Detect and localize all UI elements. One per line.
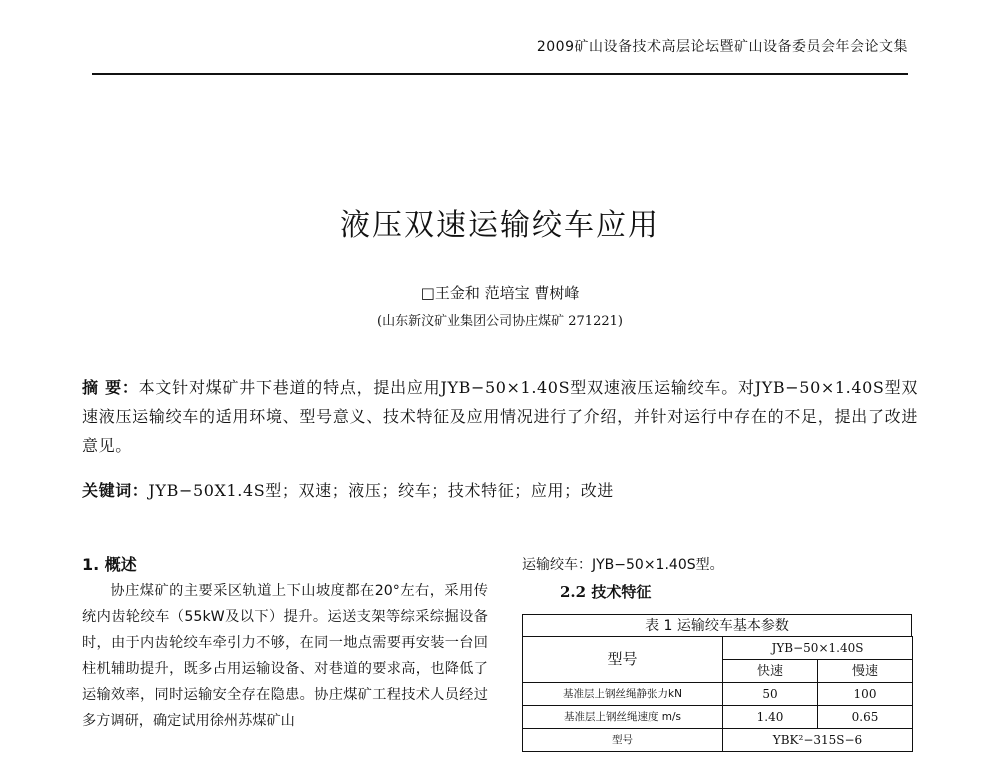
model-line: 运输绞车：JYB−50×1.40S型。 [522,557,724,573]
subsection-heading: 2.2 技术特征 [560,583,652,601]
row-fast-cell: 50 [723,683,818,706]
right-column [522,552,922,606]
section-paragraph: 协庄煤矿的主要采区轨道上下山坡度都在20°左右，采用传统内齿轮绞车（55kW及以下）提升。运送支架等综采综掘设备时，由于内齿轮绞车牵引力不够，在同一地点需要再安装一台回柱机辅助提升，既多占用运输设备、对巷道的要求高，也降低了运输效率，同时运输安全存在隐患。协庄煤矿工程技术人员经过多方调研，确定试用徐州苏煤矿山 [82,583,488,729]
section-heading: 1. 概述 [82,555,137,574]
paper-title: 液压双速运输绞车应用 [340,208,660,243]
header-rule [92,73,908,75]
motor-value-cell: YBK²−315S−6 [723,729,913,752]
affiliation: (山东新汶矿业集团公司协庄煤矿 271221) [377,314,623,329]
parameters-table [522,636,913,752]
model-value-cell: JYB−50×1.40S [723,637,913,660]
model-header-cell: 型号 [523,637,723,683]
table-caption: 表 1 运输绞车基本参数 [522,614,912,637]
row-label-cell: 基准层上钢丝绳速度 m/s [523,706,723,729]
running-header: 2009矿山设备技术高层论坛暨矿山设备委员会年会论文集 [536,39,908,55]
motor-label-cell: 型号 [523,729,723,752]
keywords-label: 关键词： [82,481,149,500]
table-row [523,637,913,660]
table-row [523,729,913,752]
speed-slow-cell: 慢速 [818,660,913,683]
table-row [523,706,913,729]
abstract-text: 本文针对煤矿井下巷道的特点，提出应用JYB−50×1.40S型双速液压运输绞车。对JYB−50×1.40S型双速液压运输绞车的适用环境、型号意义、技术特征及应用情况进行了介绍，并针对运行中存在的不足，提出了改进意见。 [82,378,918,455]
keywords [82,478,918,501]
abstract [82,373,918,460]
keywords-text: JYB−50X1.4S型；双速；液压；绞车；技术特征；应用；改进 [148,481,614,500]
row-fast-cell: 1.40 [723,706,818,729]
table-row [523,683,913,706]
abstract-label: 摘 要： [82,378,139,397]
left-column [82,552,488,734]
authors: □王金和 范培宝 曹树峰 [420,284,580,302]
row-slow-cell: 100 [818,683,913,706]
speed-fast-cell: 快速 [723,660,818,683]
row-slow-cell: 0.65 [818,706,913,729]
row-label-cell: 基准层上钢丝绳静张力kN [523,683,723,706]
